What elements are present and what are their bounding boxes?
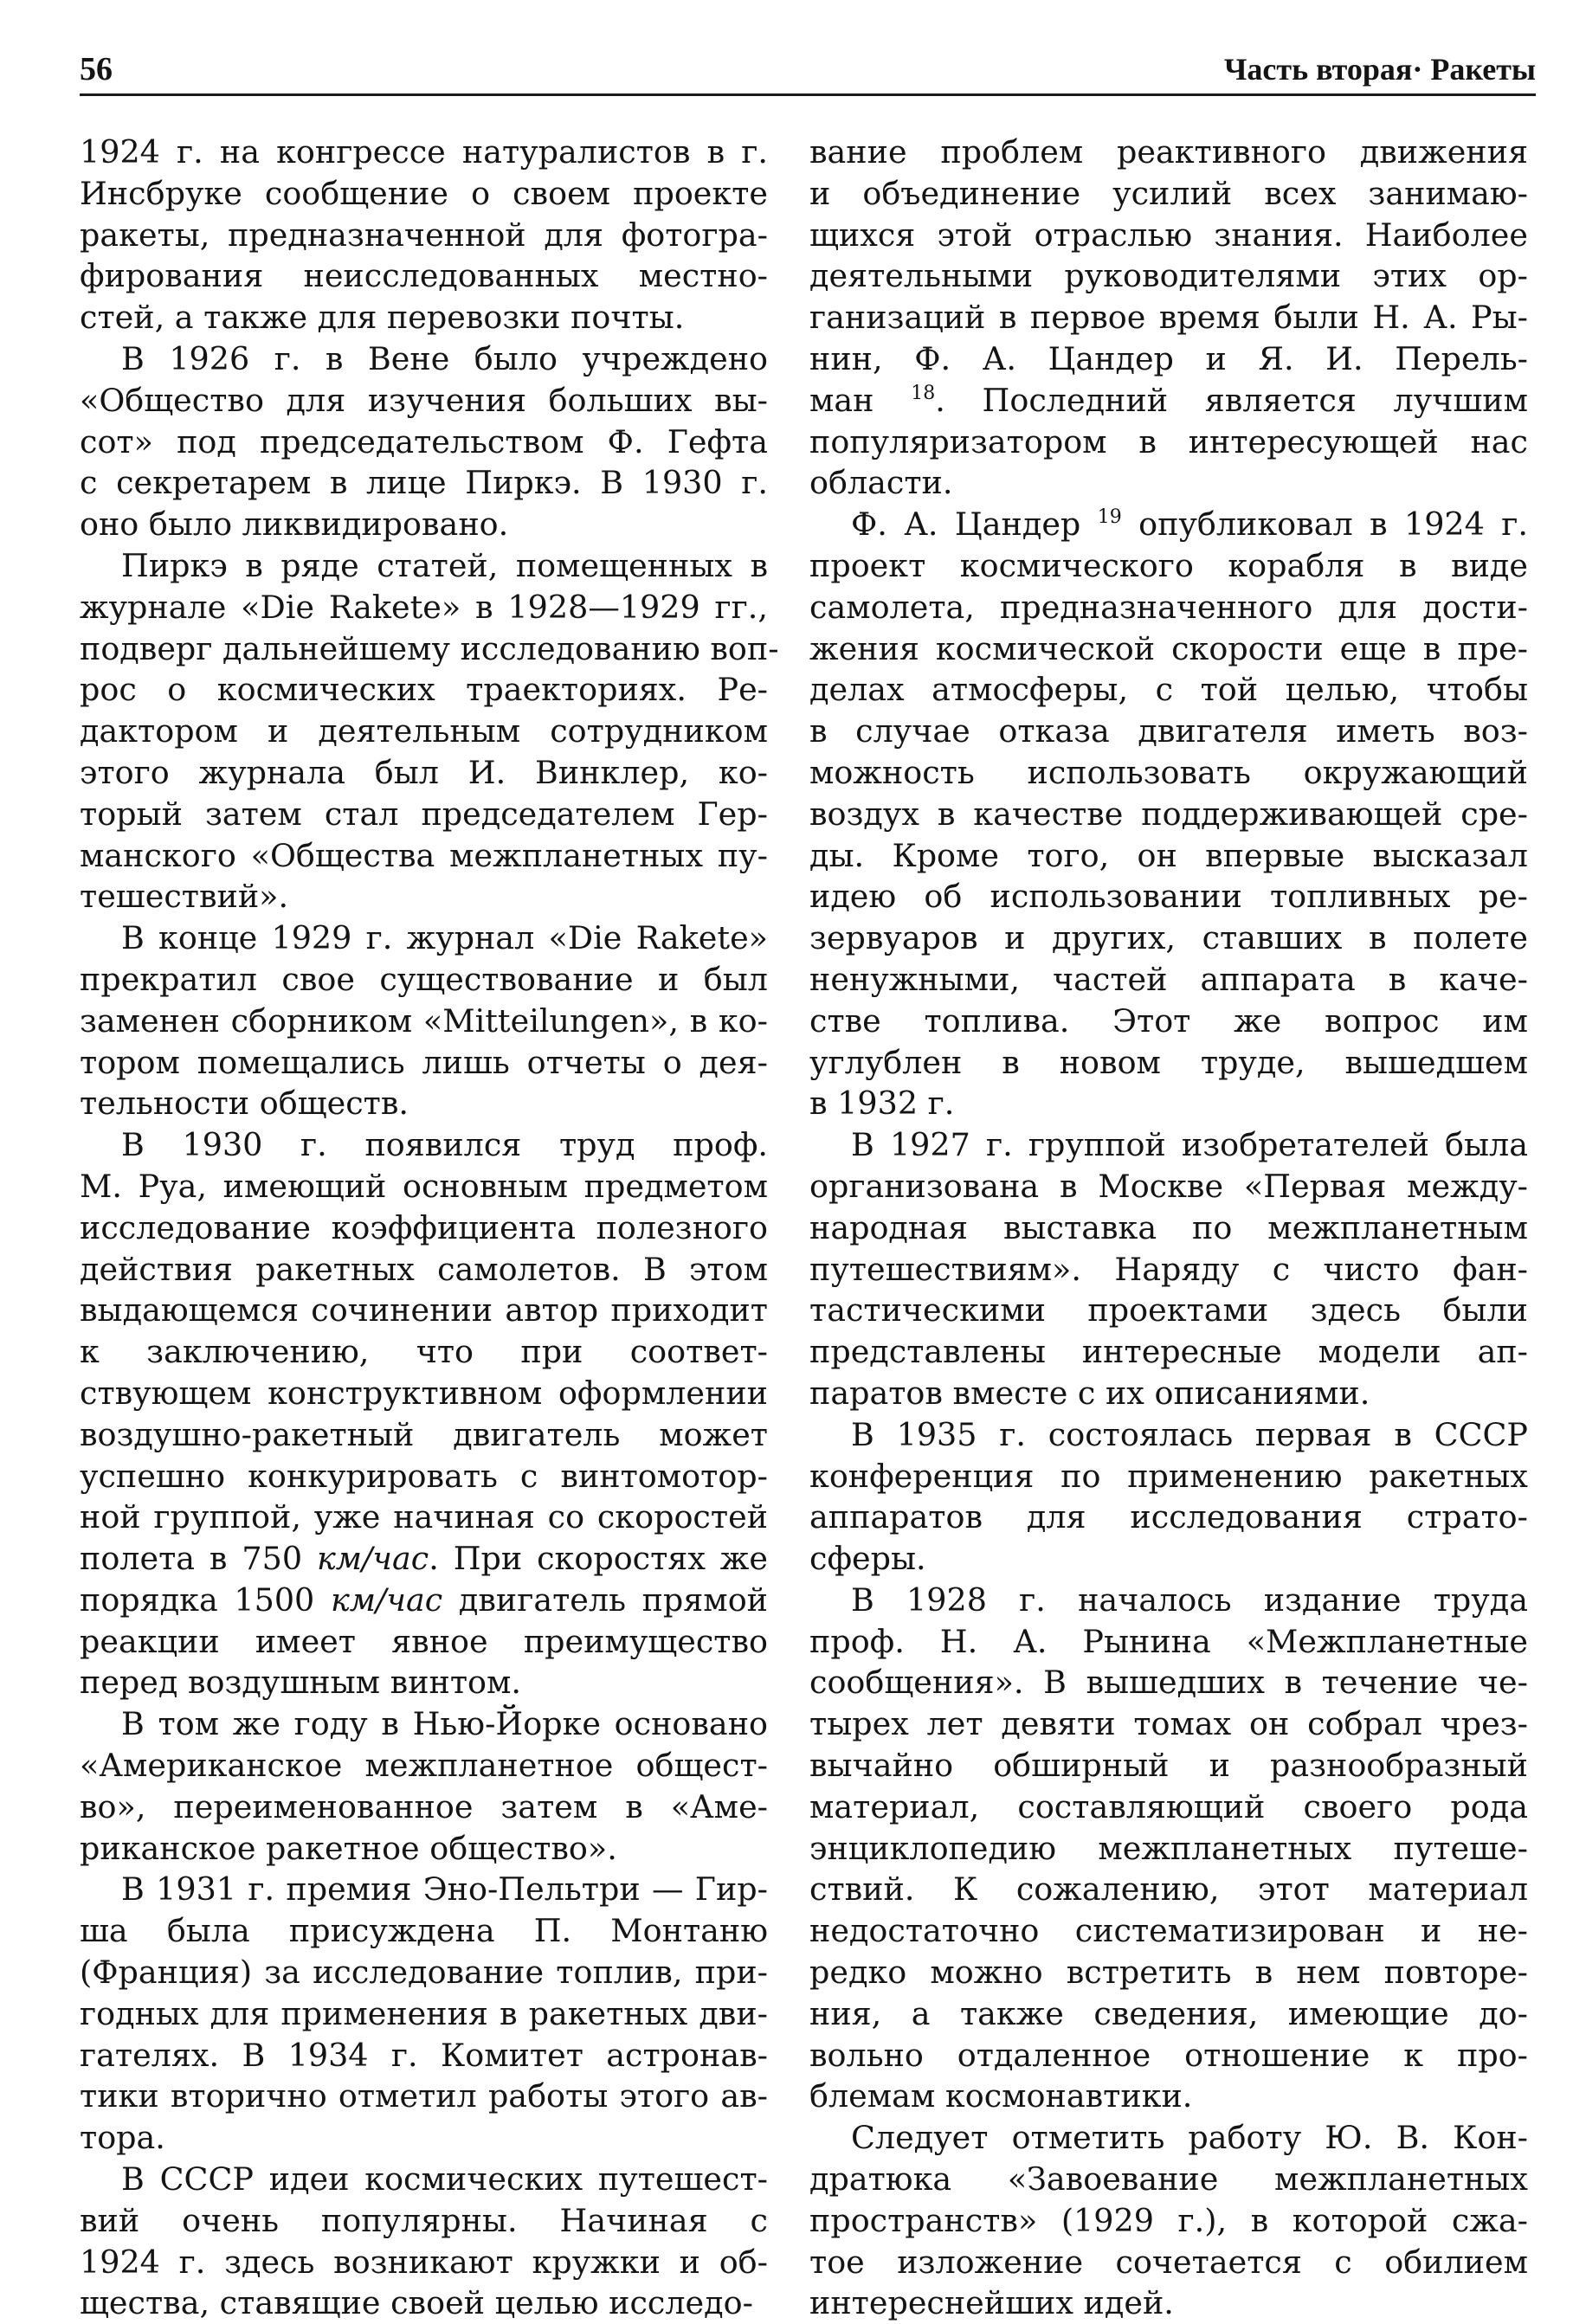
text-line: народная выставка по межпланетным — [809, 1208, 1528, 1246]
text-line: «Американское межпланетное общест- — [80, 1747, 768, 1785]
text-line: области. — [809, 464, 953, 502]
text-line: конференция по применению ракетных — [809, 1457, 1528, 1495]
text-line: ненужными, частей аппарата в каче- — [809, 960, 1528, 998]
text-line: жения космической скорости еще в пре- — [809, 629, 1528, 667]
text-line: тастическими проектами здесь были — [809, 1291, 1528, 1329]
text-line: углублен в новом труде, вышедшем — [809, 1043, 1528, 1081]
text-line: В 1928 г. началось издание труда — [851, 1580, 1528, 1619]
text-line: оно было ликвидировано. — [80, 505, 509, 544]
text-line: с секретарем в лице Пиркэ. В 1930 г. — [80, 464, 768, 502]
text-line: успешно конкурировать с винтомотор- — [80, 1457, 768, 1495]
text-line: 1924 г. здесь возникают кружки и об- — [80, 2243, 768, 2281]
text-line: ствующем конструктивном оформлении — [80, 1374, 768, 1412]
running-head: Часть вторая· Ракеты — [1224, 52, 1536, 87]
text-line: М. Руа, имеющий основным предметом — [80, 1167, 768, 1205]
text-line: подверг дальнейшему исследованию воп- — [80, 629, 779, 667]
text-line: ракеты, предназначенной для фотогра- — [80, 216, 768, 254]
text-line: делах атмосферы, с той целью, чтобы — [809, 671, 1528, 709]
text-line: тора. — [80, 2119, 165, 2157]
text-line: тое изложение сочетается с обилием — [809, 2243, 1528, 2281]
text-line: интереснейших идей. — [809, 2284, 1174, 2322]
text-line: зервуаров и других, ставших в полете — [809, 919, 1528, 957]
text-line: Ф. А. Цандер $^{19}$ опубликовал в 1924 г. — [851, 505, 1528, 544]
text-line: можность использовать окружающий — [809, 753, 1528, 791]
text-line: проф. Н. А. Рынина «Межпланетные — [809, 1622, 1528, 1660]
text-line: ды. Кроме того, он впервые высказал — [809, 836, 1528, 874]
paragraph — [809, 1580, 1528, 2117]
text-line: вий очень популярны. Начиная с — [80, 2201, 768, 2239]
text-line: этого журнала был И. Винклер, ко- — [80, 753, 768, 791]
page-header — [80, 45, 1536, 96]
text-line: деятельными руководителями этих ор- — [809, 257, 1528, 295]
text-line: ной группой, уже начиная со скоростей — [80, 1498, 768, 1536]
text-line: организована в Москве «Первая между- — [809, 1167, 1528, 1205]
text-line: и объединение усилий всех занимаю- — [809, 174, 1528, 212]
text-line: в случае отказа двигателя иметь воз- — [809, 712, 1528, 750]
text-line: журнале «Die Rakete» в 1928—1929 гг., — [80, 588, 768, 626]
text-line: Пиркэ в ряде статей, помещенных в — [121, 546, 768, 584]
text-line: в 1932 г. — [809, 1085, 955, 1123]
text-line: тором помещались лишь отчеты о дея- — [80, 1043, 768, 1081]
text-line: ния, а также сведения, имеющие до- — [809, 1994, 1528, 2032]
text-line: гателях. В 1934 г. Комитет астронав- — [80, 2036, 768, 2074]
text-line: стей, а также для перевозки почты. — [80, 299, 685, 337]
text-line: В 1931 г. премия Эно-Пельтри — Гир- — [121, 1870, 768, 1909]
text-line: реакции имеет явное преимущество — [80, 1622, 768, 1660]
text-line: стве топлива. Этот же вопрос им — [809, 1001, 1528, 1040]
text-line: тырех лет девяти томах он собрал чрез- — [809, 1705, 1528, 1743]
text-line: заменен сборником «Mitteilungen», в ко- — [80, 1001, 768, 1040]
text-line: исследование коэффициента полезного — [80, 1208, 768, 1246]
text-line: риканское ракетное общество». — [80, 1829, 617, 1867]
text-line: перед воздушным винтом. — [80, 1664, 522, 1702]
paragraph — [80, 1703, 768, 1869]
text-line: В конце 1929 г. журнал «Die Rakete» — [121, 919, 768, 957]
text-line: сот» под председательством Ф. Гефта — [80, 422, 768, 460]
text-line: (Франция) за исследование топлив, при- — [80, 1954, 768, 1992]
text-line: ман $^{18}$. Последний является лучшим — [809, 381, 1528, 419]
left-column — [80, 132, 779, 2324]
paragraph — [80, 1869, 768, 2159]
text-line: материал, составляющий своего рода — [809, 1787, 1528, 1825]
text-line: фирования неисследованных местно- — [80, 257, 768, 295]
text-line: энциклопедию межпланетных путеше- — [809, 1829, 1528, 1867]
paragraph — [80, 132, 768, 338]
right-column — [809, 132, 1528, 2324]
text-line: годных для применения в ракетных дви- — [80, 1994, 768, 2032]
paragraph — [80, 917, 768, 1124]
text-line: В том же году в Нью-Йорке основано — [121, 1705, 768, 1743]
text-line: недостаточно систематизирован и не- — [809, 1912, 1528, 1950]
paragraph — [809, 504, 1528, 1124]
text-line: прекратил свое существование и был — [80, 960, 768, 998]
text-line: блемам космонавтики. — [809, 2077, 1193, 2115]
paragraph — [809, 132, 1528, 504]
paragraph — [809, 1124, 1528, 1414]
text-line: действия ракетных самолетов. В этом — [80, 1250, 768, 1288]
paragraph — [80, 1124, 768, 1703]
text-line: сообщения». В вышедших в течение че- — [809, 1664, 1528, 1702]
text-line: самолета, предназначенного для дости- — [809, 588, 1528, 626]
text-line: Следует отметить работу Ю. В. Кон- — [851, 2119, 1528, 2157]
text-line: дактором и деятельным сотрудником — [80, 712, 768, 750]
text-line: В 1926 г. в Вене было учреждено — [121, 339, 768, 377]
paragraph — [80, 2159, 768, 2324]
paragraph — [809, 2117, 1528, 2324]
text-line: щества, ставящие своей целью исследо- — [80, 2284, 753, 2322]
text-line: тешествий». — [80, 878, 289, 916]
text-line: идею об использовании топливных ре- — [809, 878, 1528, 916]
text-line: аппаратов для исследования страто- — [809, 1498, 1528, 1536]
text-line: В 1930 г. появился труд проф. — [121, 1126, 768, 1164]
text-line: воздух в качестве поддерживающей сре- — [809, 795, 1528, 833]
text-line: В 1927 г. группой изобретателей была — [851, 1126, 1528, 1164]
text-line: проект космического корабля в виде — [809, 546, 1528, 584]
text-line: воздушно-ракетный двигатель может — [80, 1415, 768, 1453]
text-line: во», переименованное затем в «Аме- — [80, 1787, 768, 1825]
text-line: манского «Общества межпланетных пу- — [80, 836, 768, 874]
text-line: «Общество для изучения больших вы- — [80, 381, 768, 419]
paragraph — [80, 338, 768, 545]
text-line: В 1935 г. состоялась первая в СССР — [851, 1415, 1528, 1453]
text-line: 1924 г. на конгрессе натуралистов в г. — [80, 133, 768, 171]
page-number: 56 — [80, 51, 113, 87]
text-line: ша была присуждена П. Монтаню — [80, 1912, 768, 1950]
text-line: полета в 750 км/час. При скоростях же — [80, 1540, 768, 1578]
text-line: редко можно встретить в нем повторе- — [809, 1954, 1528, 1992]
text-line: вычайно обширный и разнообразный — [809, 1747, 1528, 1785]
text-line: порядка 1500 км/час двигатель прямой — [80, 1580, 768, 1619]
text-line: нин, Ф. А. Цандер и Я. И. Перель- — [809, 339, 1528, 377]
text-line: рос о космических траекториях. Ре- — [80, 671, 768, 709]
text-line: ганизаций в первое время были Н. А. Ры- — [809, 299, 1528, 337]
text-line: тики вторично отметил работы этого ав- — [80, 2077, 768, 2115]
text-line: тельности обществ. — [80, 1085, 409, 1123]
text-line: вольно отдаленное отношение к про- — [809, 2036, 1528, 2074]
text-line: к заключению, что при соответ- — [80, 1333, 768, 1371]
text-line: щихся этой отраслью знания. Наиболее — [809, 216, 1528, 254]
text-line: паратов вместе с их описаниями. — [809, 1374, 1370, 1412]
text-line: выдающемся сочинении автор приходит — [80, 1291, 768, 1329]
text-line: В СССР идеи космических путешест- — [121, 2160, 768, 2198]
text-line: вание проблем реактивного движения — [809, 133, 1528, 171]
text-line: дратюка «Завоевание межпланетных — [809, 2160, 1528, 2198]
text-line: пространств» (1929 г.), в которой сжа- — [809, 2201, 1528, 2239]
paragraph — [80, 545, 779, 917]
text-line: Инсбруке сообщение о своем проекте — [80, 174, 768, 212]
text-line: популяризатором в интересующей нас — [809, 422, 1528, 460]
text-line: торый затем стал председателем Гер- — [80, 795, 768, 833]
text-line: сферы. — [809, 1540, 926, 1578]
text-line: представлены интересные модели ап- — [809, 1333, 1528, 1371]
text-line: путешествиям». Наряду с чисто фан- — [809, 1250, 1528, 1288]
text-line: ствий. К сожалению, этот материал — [809, 1870, 1528, 1909]
paragraph — [809, 1414, 1528, 1580]
